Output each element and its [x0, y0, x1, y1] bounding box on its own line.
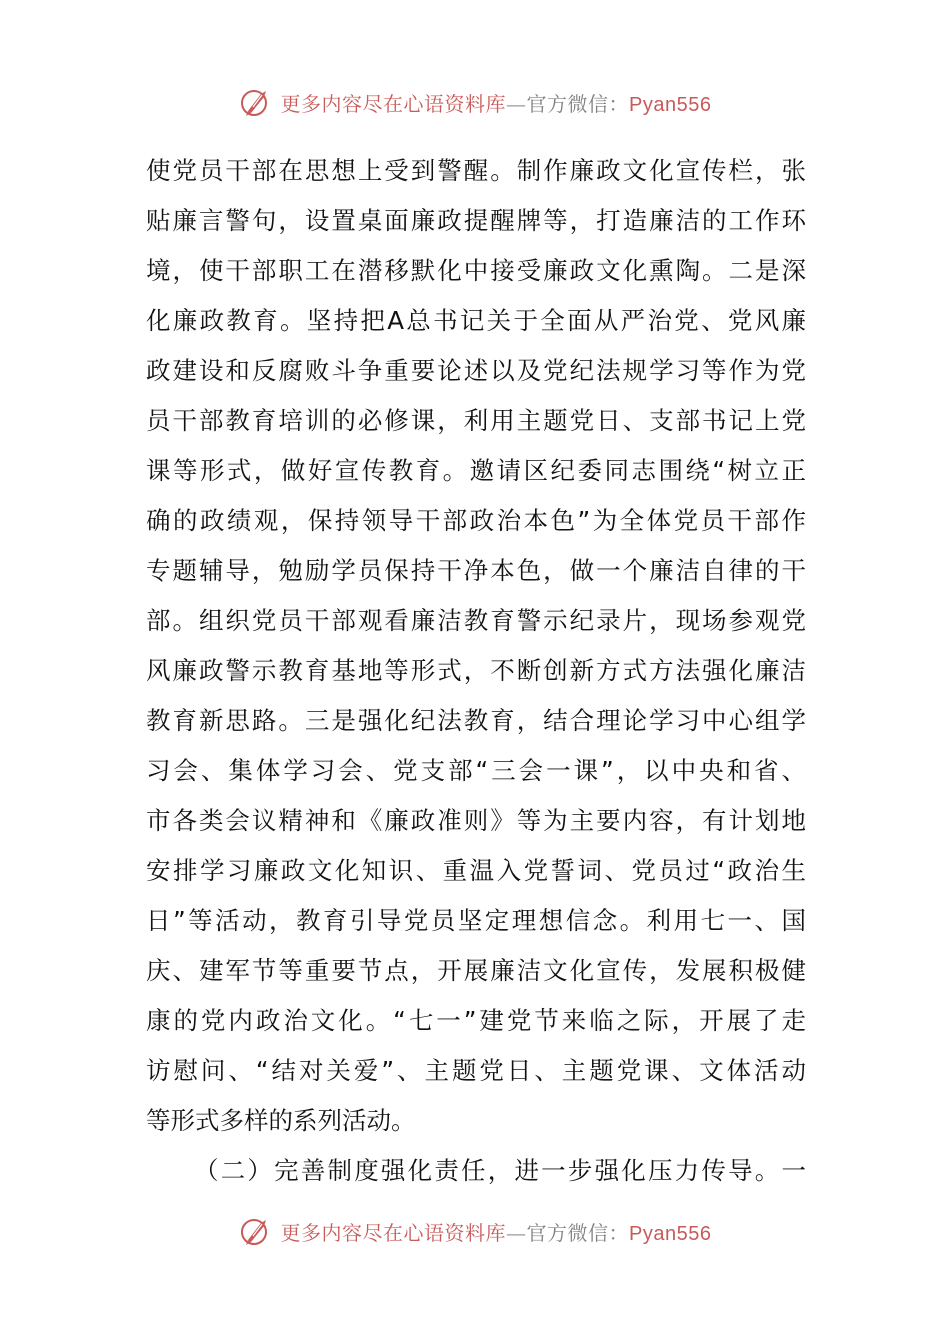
watermark-label: 官方微信： — [526, 91, 630, 116]
text-line: 境，使干部职工在潜移默化中接受廉政文化熏陶。二是深 — [146, 256, 806, 285]
text-line: 访慰问、“结对关爱”、主题党日、主题党课、文体活动 — [146, 1056, 806, 1085]
text-line: 课等形式，做好宣传教育。邀请区纪委同志围绕“树立正 — [146, 456, 806, 485]
text-line: 风廉政警示教育基地等形式，不断创新方式方法强化廉洁 — [146, 656, 806, 685]
text-line: 市各类会议精神和《廉政准则》等为主要内容，有计划地 — [146, 806, 806, 835]
text-line: 专题辅导，勉励学员保持干净本色，做一个廉洁自律的干 — [146, 556, 806, 585]
watermark-label: 官方微信： — [526, 1220, 630, 1245]
pen-nib-logo-icon — [239, 1214, 273, 1248]
text-line: 康的党内政治文化。“七一”建党节来临之际，开展了走 — [146, 1006, 806, 1035]
text-line: 使党员干部在思想上受到警醒。制作廉政文化宣传栏，张 — [146, 156, 806, 185]
text-line: 确的政绩观，保持领导干部政治本色”为全体党员干部作 — [146, 506, 806, 535]
pen-nib-logo-icon — [239, 85, 273, 119]
watermark-dash: — — [506, 1220, 527, 1245]
footer-watermark — [0, 1211, 950, 1251]
text-line: 等形式多样的系列活动。 — [146, 1106, 416, 1135]
text-line: 教育新思路。三是强化纪法教育，结合理论学习中心组学 — [146, 706, 806, 735]
watermark-site-text: 更多内容尽在心语资料库 — [280, 91, 507, 116]
watermark-site-text: 更多内容尽在心语资料库 — [280, 1220, 507, 1245]
text-line: 庆、建军节等重要节点，开展廉洁文化宣传，发展积极健 — [146, 956, 806, 985]
text-line: 化廉政教育。坚持把A总书记关于全面从严治党、党风廉 — [146, 306, 806, 335]
text-line: 日”等活动，教育引导党员坚定理想信念。利用七一、国 — [146, 906, 806, 935]
text-line: 习会、集体学习会、党支部“三会一课”，以中央和省、 — [146, 756, 806, 785]
watermark-text — [281, 88, 712, 117]
watermark-wechat-id: Pyan556 — [629, 93, 712, 116]
watermark-dash: — — [506, 91, 527, 116]
text-line: 政建设和反腐败斗争重要论述以及党纪法规学习等作为党 — [146, 356, 806, 385]
text-line: 部。组织党员干部观看廉洁教育警示纪录片，现场参观党 — [146, 606, 806, 635]
watermark-text — [281, 1217, 712, 1246]
section-heading-line: （二）完善制度强化责任，进一步强化压力传导。一 — [194, 1156, 806, 1185]
watermark-wechat-id: Pyan556 — [629, 1222, 712, 1245]
document-body — [146, 146, 806, 1196]
text-line: 员干部教育培训的必修课，利用主题党日、支部书记上党 — [146, 406, 806, 435]
text-line: 安排学习廉政文化知识、重温入党誓词、党员过“政治生 — [146, 856, 806, 885]
text-line: 贴廉言警句，设置桌面廉政提醒牌等，打造廉洁的工作环 — [146, 206, 806, 235]
header-watermark — [0, 82, 950, 122]
